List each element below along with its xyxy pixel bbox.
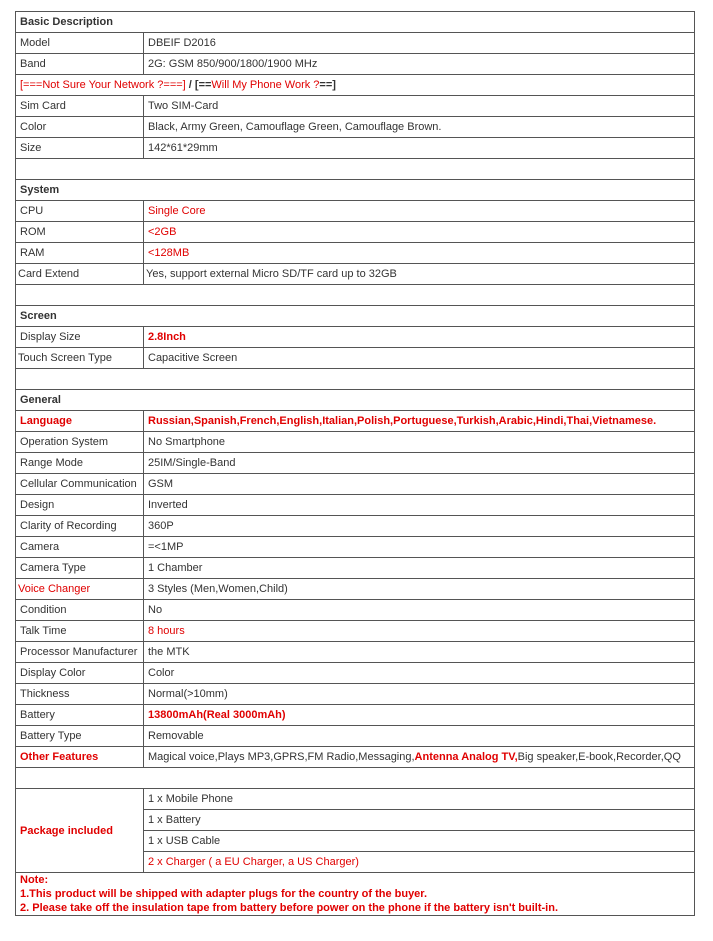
spec-row-voice-changer: Voice Changer 3 Styles (Men,Women,Child) [16, 579, 695, 600]
spec-row-rom: ROM <2GB [16, 222, 695, 243]
spacer-row [16, 285, 695, 306]
note-line: 1.This product will be shipped with adapter plugs for the country of the buyer. [20, 888, 428, 900]
spec-row-model: Model DBEIF D2016 [16, 33, 695, 54]
spec-row-touch-type: Touch Screen Type Capacitive Screen [16, 348, 695, 369]
note-title: Note: [20, 874, 49, 886]
spec-row-cpu: CPU Single Core [16, 201, 695, 222]
spacer-row [16, 369, 695, 390]
spacer-row [16, 159, 695, 180]
package-row [16, 789, 695, 810]
spec-row-display-size: Display Size 2.8Inch [16, 327, 695, 348]
spec-row-condition: Condition No [16, 600, 695, 621]
spec-row-cellular: Cellular Communication GSM [16, 474, 695, 495]
spec-row-size: Size 142*61*29mm [16, 138, 695, 159]
spec-row-other-features: Other Features Magical voice,Plays MP3,GPRS,FM Radio,Messaging,Antenna Analog TV,Big speaker,E-book,Recorder,QQ [16, 747, 695, 768]
spec-row-battery: Battery 13800mAh(Real 3000mAh) [16, 705, 695, 726]
note-row [16, 873, 695, 916]
network-links-row: [===Not Sure Your Network ?===] / [==Will My Phone Work ?==] [16, 75, 695, 96]
spec-row-talk-time: Talk Time 8 hours [16, 621, 695, 642]
package-item: 1 x USB Cable [144, 831, 695, 852]
spec-row-recording: Clarity of Recording 360P [16, 516, 695, 537]
spec-row-camera: Camera =<1MP [16, 537, 695, 558]
package-item: 2 x Charger ( a EU Charger, a US Charger) [144, 852, 695, 873]
spec-row-design: Design Inverted [16, 495, 695, 516]
package-item: 1 x Mobile Phone [144, 789, 695, 810]
spec-row-operation-system: Operation System No Smartphone [16, 432, 695, 453]
spec-row-language: Language Russian,Spanish,French,English,Italian,Polish,Portuguese,Turkish,Arabic,Hindi,Thai,Vietnamese. [16, 411, 695, 432]
package-label: Package included [16, 789, 144, 873]
spec-table [15, 11, 695, 916]
section-header-screen: Screen [16, 306, 695, 327]
network-check-link[interactable]: [===Not Sure Your Network ?===] [20, 79, 186, 91]
section-header-basic: Basic Description [16, 12, 695, 33]
spec-row-battery-type: Battery Type Removable [16, 726, 695, 747]
spec-row-ram: RAM <128MB [16, 243, 695, 264]
spec-row-band: Band 2G: GSM 850/900/1800/1900 MHz [16, 54, 695, 75]
spec-row-display-color: Display Color Color [16, 663, 695, 684]
spec-row-color: Color Black, Army Green, Camouflage Green, Camouflage Brown. [16, 117, 695, 138]
spec-row-range-mode: Range Mode 25IM/Single-Band [16, 453, 695, 474]
spec-row-camera-type: Camera Type 1 Chamber [16, 558, 695, 579]
spec-row-sim: Sim Card Two SIM-Card [16, 96, 695, 117]
spacer-row [16, 768, 695, 789]
note-line: 2. Please take off the insulation tape from battery before power on the phone if the battery isn't built-in. [20, 902, 559, 914]
phone-compatibility-link[interactable]: Will My Phone Work ? [211, 79, 320, 91]
spec-row-processor: Processor Manufacturer the MTK [16, 642, 695, 663]
package-item: 1 x Battery [144, 810, 695, 831]
section-header-system: System [16, 180, 695, 201]
section-header-general: General [16, 390, 695, 411]
spec-row-thickness: Thickness Normal(>10mm) [16, 684, 695, 705]
spec-row-card-extend: Card Extend Yes, support external Micro SD/TF card up to 32GB [16, 264, 695, 285]
